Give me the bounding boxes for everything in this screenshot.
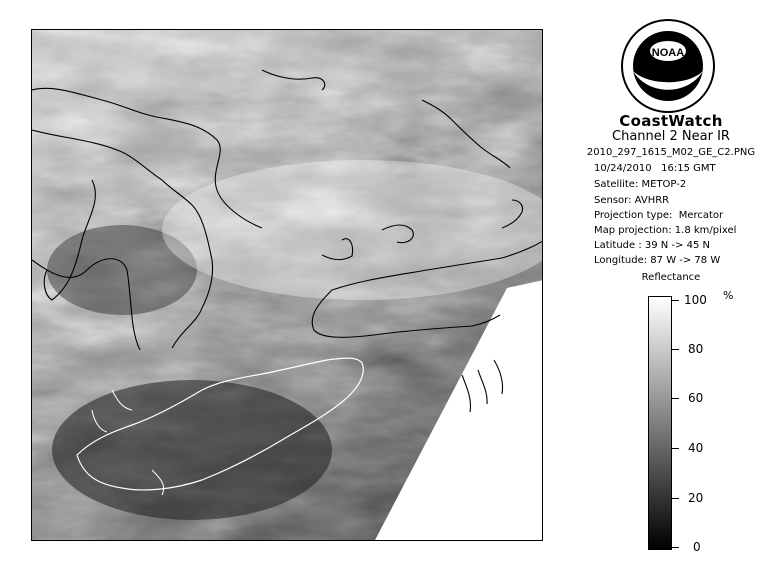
- colorbar-title: Reflectance: [641, 272, 701, 283]
- colorbar-tick-label: 80: [688, 342, 704, 356]
- product-title: CoastWatch: [619, 112, 723, 130]
- colorbar-tick-label: 20: [688, 491, 704, 505]
- reflectance-colorbar: [648, 296, 672, 550]
- colorbar-tick: [672, 349, 679, 350]
- logo-text: NOAA: [651, 47, 685, 59]
- dark-region-lake-erie: [52, 380, 332, 520]
- info-panel: [560, 0, 782, 572]
- colorbar-unit: %: [723, 289, 734, 302]
- colorbar-tick: [672, 300, 679, 301]
- longitude-range: Longitude: 87 W -> 78 W: [594, 255, 721, 266]
- colorbar-tick-label: 40: [688, 441, 704, 455]
- projection-type: Projection type: Mercator: [594, 210, 724, 221]
- file-name: 2010_297_1615_M02_GE_C2.PNG: [586, 147, 756, 158]
- colorbar-tick-label: 0: [693, 540, 701, 554]
- colorbar-tick: [672, 448, 679, 449]
- satellite-image: [31, 29, 543, 541]
- noaa-logo: [618, 16, 718, 116]
- colorbar-tick: [672, 398, 679, 399]
- sensor: Sensor: AVHRR: [594, 195, 670, 206]
- datetime: 10/24/2010 16:15 GMT: [594, 163, 716, 174]
- satellite-map-svg: [32, 30, 543, 541]
- map-projection: Map projection: 1.8 km/pixel: [594, 225, 737, 236]
- channel-subtitle: Channel 2 Near IR: [612, 129, 730, 144]
- latitude-range: Latitude : 39 N -> 45 N: [594, 240, 710, 251]
- colorbar-tick-label: 100: [684, 293, 707, 307]
- noaa-logo-svg: [618, 16, 718, 116]
- colorbar-tick: [672, 498, 679, 499]
- satellite: Satellite: METOP-2: [594, 179, 687, 190]
- colorbar-tick-label: 60: [688, 391, 704, 405]
- colorbar-tick: [672, 547, 679, 548]
